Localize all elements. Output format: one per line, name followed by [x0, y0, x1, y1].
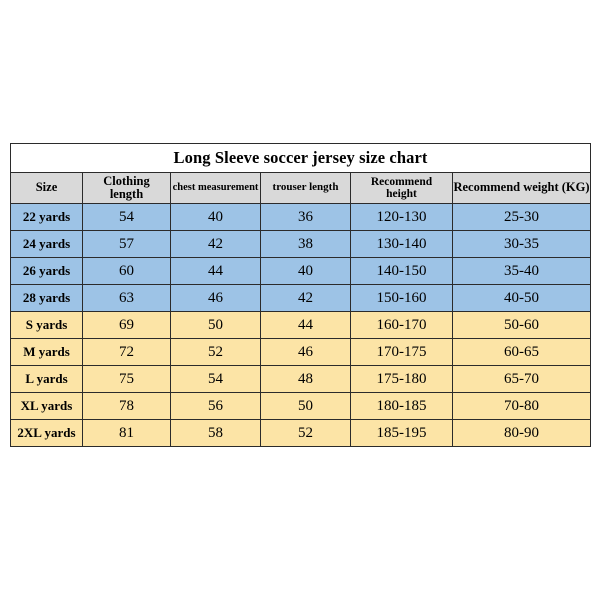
cell-size: 26 yards [11, 258, 83, 285]
column-header-clothing-length [83, 173, 171, 204]
clothing-length-line-1: Clothing [103, 173, 150, 188]
table-row [11, 366, 591, 393]
cell-height: 120-130 [351, 204, 453, 231]
cell-height: 185-195 [351, 420, 453, 447]
cell-size: L yards [11, 366, 83, 393]
cell-weight: 80-90 [453, 420, 591, 447]
table-row [11, 393, 591, 420]
cell-height: 150-160 [351, 285, 453, 312]
cell-trouser: 36 [261, 204, 351, 231]
table-row [11, 204, 591, 231]
cell-chest: 58 [171, 420, 261, 447]
cell-weight: 60-65 [453, 339, 591, 366]
recommend-height-line-1: Recommend [370, 175, 433, 188]
cell-trouser: 50 [261, 393, 351, 420]
cell-chest: 52 [171, 339, 261, 366]
cell-size: M yards [11, 339, 83, 366]
column-header-recommend-weight: Recommend weight (KG) [453, 173, 591, 204]
cell-weight: 40-50 [453, 285, 591, 312]
cell-clothing-length: 72 [83, 339, 171, 366]
cell-weight: 25-30 [453, 204, 591, 231]
table-row [11, 285, 591, 312]
cell-chest: 44 [171, 258, 261, 285]
table-row [11, 231, 591, 258]
cell-weight: 30-35 [453, 231, 591, 258]
clothing-length-line-2: length [109, 187, 144, 201]
size-chart-table [10, 143, 591, 447]
cell-chest: 46 [171, 285, 261, 312]
cell-weight: 50-60 [453, 312, 591, 339]
column-header-recommend-height [351, 173, 453, 204]
table-row [11, 420, 591, 447]
cell-trouser: 38 [261, 231, 351, 258]
cell-trouser: 52 [261, 420, 351, 447]
cell-trouser: 46 [261, 339, 351, 366]
cell-weight: 70-80 [453, 393, 591, 420]
cell-clothing-length: 75 [83, 366, 171, 393]
cell-weight: 65-70 [453, 366, 591, 393]
cell-chest: 40 [171, 204, 261, 231]
recommend-height-line-2: height [386, 188, 417, 200]
cell-weight: 35-40 [453, 258, 591, 285]
cell-clothing-length: 57 [83, 231, 171, 258]
column-header-chest-measurement: chest measurement [171, 173, 261, 204]
cell-clothing-length: 63 [83, 285, 171, 312]
cell-height: 180-185 [351, 393, 453, 420]
cell-clothing-length: 81 [83, 420, 171, 447]
cell-size: XL yards [11, 393, 83, 420]
cell-clothing-length: 69 [83, 312, 171, 339]
cell-chest: 54 [171, 366, 261, 393]
cell-chest: 42 [171, 231, 261, 258]
cell-height: 170-175 [351, 339, 453, 366]
table-row [11, 312, 591, 339]
table-header-row [11, 173, 591, 204]
cell-trouser: 42 [261, 285, 351, 312]
cell-height: 175-180 [351, 366, 453, 393]
cell-trouser: 44 [261, 312, 351, 339]
cell-clothing-length: 78 [83, 393, 171, 420]
cell-chest: 56 [171, 393, 261, 420]
size-chart-container [10, 143, 590, 447]
column-header-size: Size [11, 173, 83, 204]
cell-size: 22 yards [11, 204, 83, 231]
column-header-trouser-length: trouser length [261, 173, 351, 204]
cell-clothing-length: 60 [83, 258, 171, 285]
cell-height: 160-170 [351, 312, 453, 339]
cell-size: S yards [11, 312, 83, 339]
cell-size: 24 yards [11, 231, 83, 258]
cell-chest: 50 [171, 312, 261, 339]
table-row [11, 258, 591, 285]
page-title: Long Sleeve soccer jersey size chart [11, 144, 591, 173]
cell-height: 140-150 [351, 258, 453, 285]
cell-trouser: 48 [261, 366, 351, 393]
cell-size: 2XL yards [11, 420, 83, 447]
table-title-row [11, 144, 591, 173]
table-row [11, 339, 591, 366]
cell-height: 130-140 [351, 231, 453, 258]
cell-size: 28 yards [11, 285, 83, 312]
cell-trouser: 40 [261, 258, 351, 285]
cell-clothing-length: 54 [83, 204, 171, 231]
